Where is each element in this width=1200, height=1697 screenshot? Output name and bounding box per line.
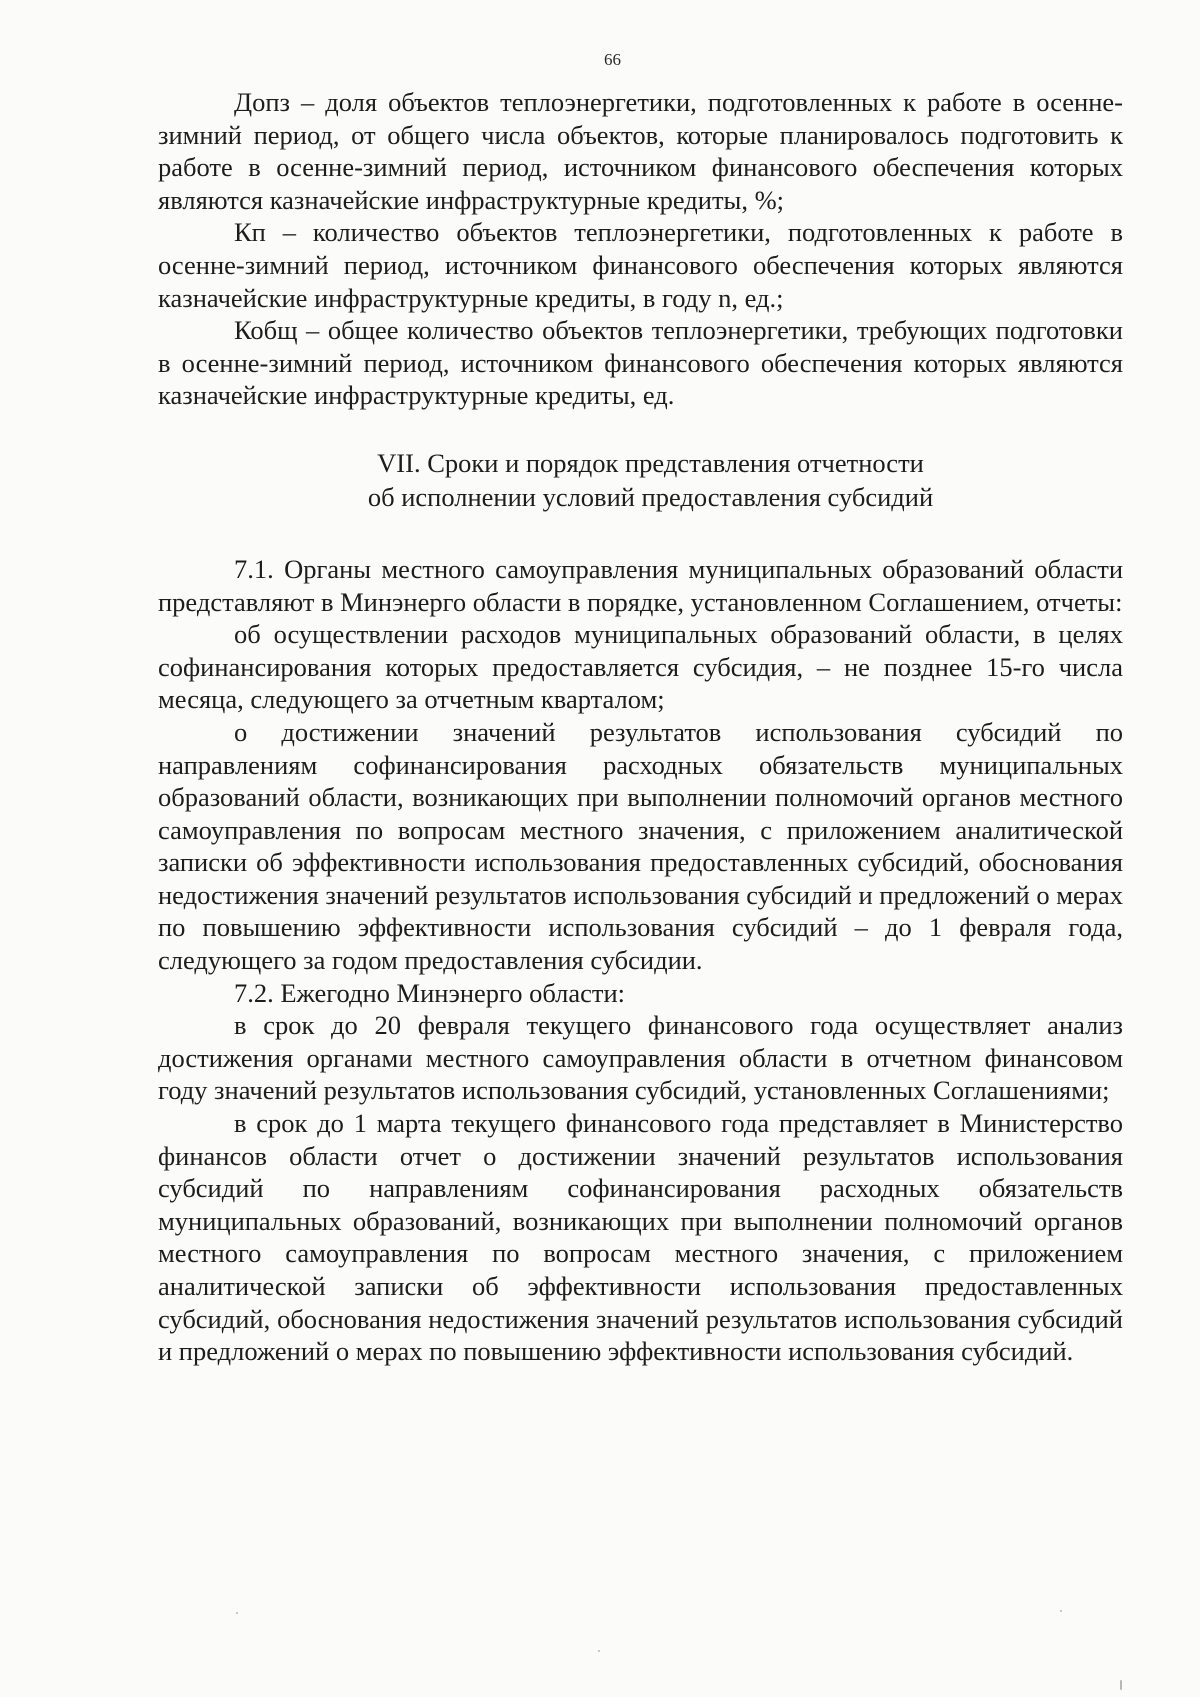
paragraph-7-1-item-expenses: об осуществлении расходов муниципальных образований области, в целях софинансирования которых предоставляется субсидия, – не позднее 15-го числа месяца, следующего за отчетным кварталом; [158, 619, 1123, 715]
document-body [158, 86, 1123, 1368]
scan-speck [1120, 1680, 1122, 1690]
section-heading-line-2: об исполнении условий предоставления субсидий [367, 481, 934, 512]
paragraph-7-2-item-report: в срок до 1 марта текущего финансового года представляет в Министерство финансов области отчет о достижении значений результатов использования субсидий по направлениям софинансирования расходных обязательств муниципальных образований, возникающих при выполнении полномочий органов местного самоуправления по вопросам местного значения, с приложением аналитической записки об эффективности использования предоставленных субсидий, обоснования недостижения значений результатов использования субсидий и предложений о мерах по повышению эффективности использования субсидий. [158, 1108, 1123, 1367]
paragraph-7-1: 7.1. Органы местного самоуправления муниципальных образований области представляют в Минэнерго области в порядке, установленном Соглашением, отчеты: [158, 553, 1123, 617]
scan-speck [598, 1650, 600, 1652]
scan-speck [1060, 1610, 1062, 1612]
scan-speck [236, 1612, 238, 1614]
paragraph-7-1-item-results: о достижении значений результатов использования субсидий по направлениям софинансирования расходных обязательств муниципальных образований области, возникающих при выполнении полномочий органов местного самоуправления по вопросам местного значения, с приложением аналитической записки об эффективности использования предоставленных субсидий, обоснования недостижения значений результатов использования субсидий и предложений о мерах по повышению эффективности использования субсидий – до 1 февраля года, следующего за годом предоставления субсидии. [158, 716, 1123, 976]
definition-kp: Кп – количество объектов теплоэнергетики, подготовленных к работе в осенне-зимний период, источником финансового обеспечения которых являются казначейские инфраструктурные кредиты, в году n, ед.; [158, 217, 1123, 313]
paragraph-7-2-item-analysis: в срок до 20 февраля текущего финансового года осуществляет анализ достижения органами местного самоуправления области в отчетном финансовом году значений результатов использования субсидий, установленных Соглашениями; [158, 1010, 1123, 1106]
definition-dopz: Допз – доля объектов теплоэнергетики, подготовленных к работе в осенне-зимний период, от общего числа объектов, которые планировалось подготовить к работе в осенне-зимний период, источником финансового обеспечения которых являются казначейские инфраструктурные кредиты, %; [158, 87, 1123, 215]
section-heading [158, 446, 1123, 514]
section-heading-line-1: VII. Сроки и порядок представления отчетности [377, 447, 924, 478]
page-number: 66 [604, 50, 621, 69]
definition-kobshch: Кобщ – общее количество объектов теплоэнергетики, требующих подготовки в осенне-зимний период, источником финансового обеспечения которых являются казначейские инфраструктурные кредиты, ед. [158, 315, 1123, 411]
paragraph-7-2: 7.2. Ежегодно Минэнерго области: [234, 977, 626, 1008]
